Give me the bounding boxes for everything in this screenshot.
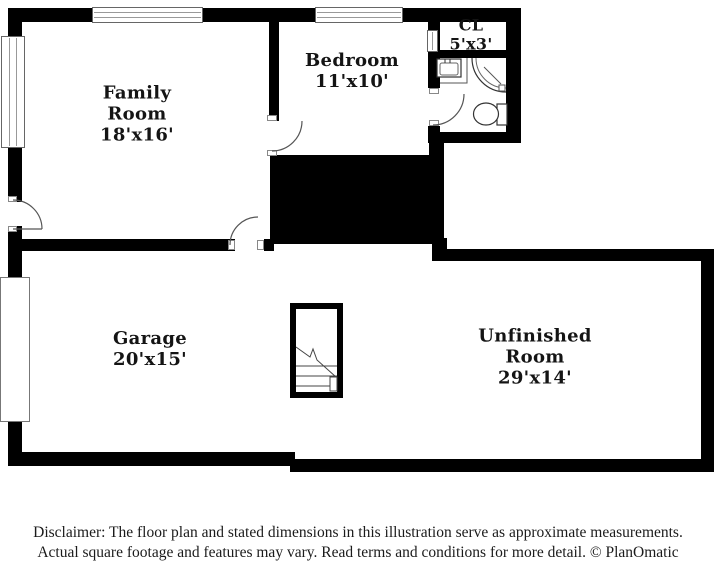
room-label-bedroom xyxy=(277,50,427,92)
room-label-unfinished-room xyxy=(473,325,598,388)
room-name: Bedroom xyxy=(305,49,399,71)
room-label-garage xyxy=(75,328,225,370)
room-name: Family Room xyxy=(102,82,172,125)
toilet-bowl xyxy=(474,103,499,125)
room-dims: 20'x15' xyxy=(113,349,187,370)
door-arc xyxy=(230,217,258,245)
door-arc xyxy=(272,121,302,151)
disclaimer-line-2: Actual square footage and features may vary. Read terms and conditions for more detail. © PlanOmatic xyxy=(37,544,679,561)
disclaimer xyxy=(0,523,716,563)
room-dims: 18'x16' xyxy=(100,124,174,146)
shower-drain xyxy=(499,85,505,91)
room-dims: 11'x10' xyxy=(315,71,389,92)
room-label-family-room xyxy=(77,82,197,145)
room-dims: 5'x3' xyxy=(449,34,493,53)
door-arc xyxy=(433,94,464,125)
disclaimer-line-1: Disclaimer: The floor plan and stated dimensions in this illustration serve as approximate measurements. xyxy=(33,524,683,541)
room-label-closet xyxy=(436,16,506,53)
room-name: CL xyxy=(458,15,484,35)
stair-break-line xyxy=(296,347,336,377)
stair-newel xyxy=(330,377,337,391)
sink-basin xyxy=(440,63,458,75)
shower-inner xyxy=(476,58,506,88)
room-name: Garage xyxy=(112,327,188,349)
door-arc xyxy=(13,200,42,229)
room-dims: 29'x14' xyxy=(498,367,572,389)
room-name: Unfinished Room xyxy=(478,325,592,368)
